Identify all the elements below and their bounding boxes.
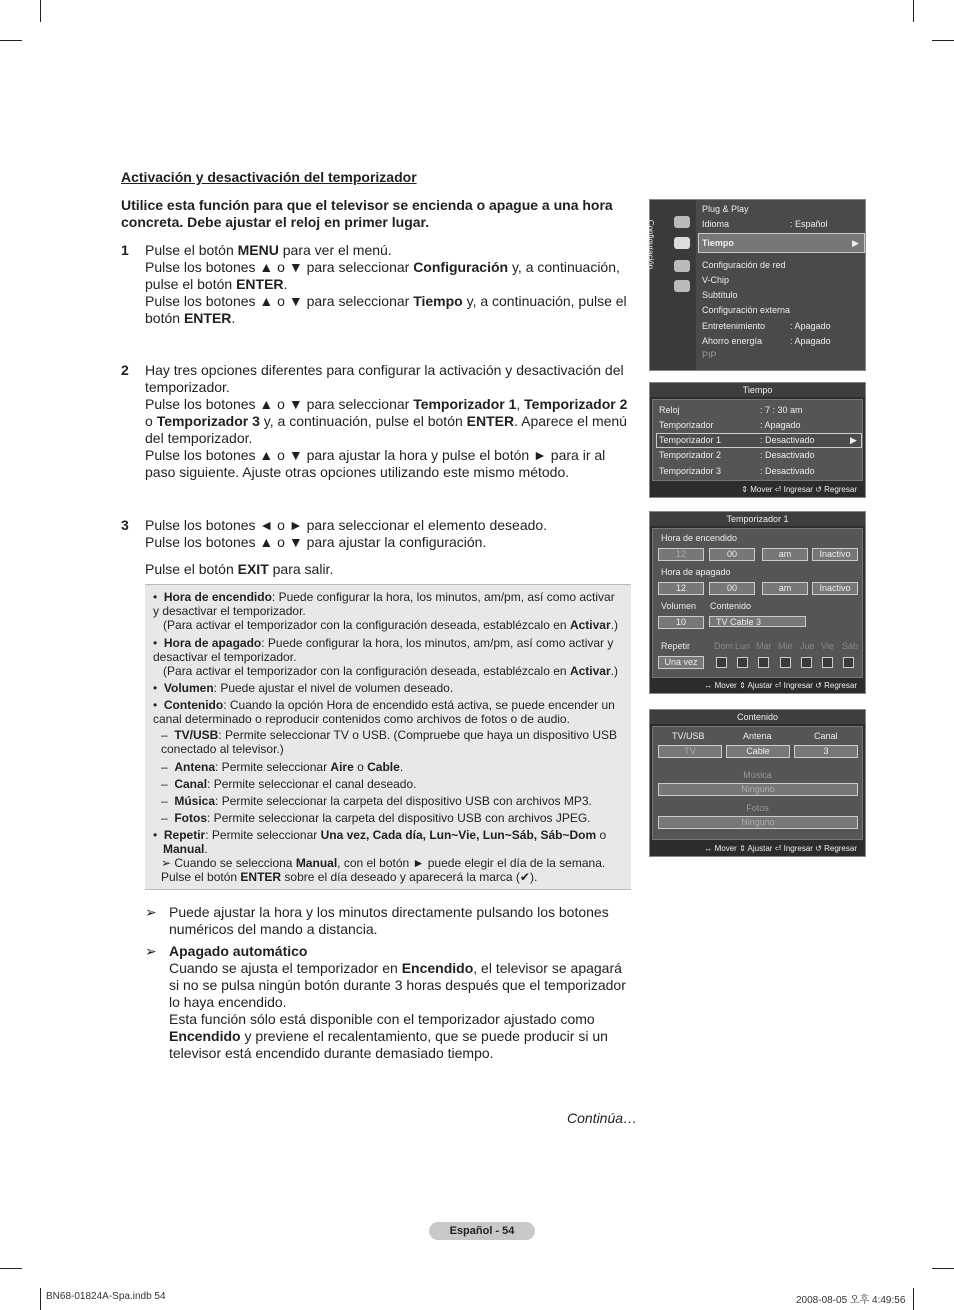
- day-checkbox[interactable]: [843, 657, 854, 668]
- row-value: : Desactivado: [760, 466, 815, 476]
- row-value: : Desactivado: [760, 435, 815, 445]
- day-checkbox[interactable]: [801, 657, 812, 668]
- continues-label: Continúa…: [567, 1110, 638, 1126]
- note-fotos: – Fotos: Permite seleccionar la carpeta del dispositivo USB con archivos JPEG.: [161, 811, 591, 825]
- on-hour-field[interactable]: 12: [658, 548, 704, 561]
- step-number: 2: [121, 362, 129, 378]
- note-contenido: • Contenido: Cuando la opción Hora de encendido está activa, se puede encender un canal determinado o reproducir contenidos como archivos de fotos o de audio.: [153, 698, 615, 726]
- day-label: Lun: [735, 641, 751, 651]
- day-label: Dom: [714, 641, 734, 651]
- arrow-right-icon: ▶: [852, 238, 859, 248]
- footer-file: BN68-01824A-Spa.indb 54: [46, 1291, 166, 1302]
- day-checkbox[interactable]: [758, 657, 769, 668]
- osd-temporizador-1: [649, 511, 866, 694]
- row-label[interactable]: Reloj: [659, 405, 680, 415]
- note-antena: – Antena: Permite seleccionar Aire o Cable.: [161, 760, 404, 774]
- menu-item[interactable]: Configuración externa: [702, 305, 791, 315]
- volume-label: Volumen: [661, 601, 697, 611]
- on-minute-field[interactable]: 00: [709, 548, 755, 561]
- on-activate-field[interactable]: Inactivo: [812, 548, 858, 561]
- row-label[interactable]: Temporizador: [659, 420, 714, 430]
- crop-mark: [913, 1288, 914, 1310]
- picture-icon: [674, 216, 690, 228]
- menu-value: : Español: [790, 219, 828, 229]
- menu-item[interactable]: PIP: [702, 350, 717, 360]
- note-musica: – Música: Permite seleccionar la carpeta del dispositivo USB con archivos MP3.: [161, 794, 592, 808]
- music-field[interactable]: Ninguno: [658, 783, 858, 796]
- menu-value: : Apagado: [790, 336, 831, 346]
- menu-item[interactable]: Configuración de red: [702, 260, 786, 270]
- day-checkbox[interactable]: [716, 657, 727, 668]
- column-label: Canal: [814, 731, 838, 741]
- menu-item[interactable]: Entretenimiento: [702, 321, 766, 331]
- off-activate-field[interactable]: Inactivo: [812, 582, 858, 595]
- tip-text: Puede ajustar la hora y los minutos directamente pulsando los botones numéricos del mando a distancia.: [169, 904, 609, 937]
- menu-item[interactable]: Subtítulo: [702, 290, 738, 300]
- off-time-label: Hora de apagado: [661, 567, 731, 577]
- tvusb-field[interactable]: TV: [658, 745, 722, 758]
- row-label[interactable]: Temporizador 1: [659, 435, 722, 445]
- day-label: Mié: [778, 641, 793, 651]
- day-label: Jue: [800, 641, 815, 651]
- row-label[interactable]: Temporizador 3: [659, 466, 722, 476]
- volume-field[interactable]: 10: [658, 616, 704, 629]
- arrow-icon: ➢: [145, 904, 157, 920]
- repeat-label: Repetir: [661, 641, 691, 651]
- side-label: Configuración: [646, 219, 656, 270]
- on-ampm-field[interactable]: am: [762, 548, 808, 561]
- osd-help-bar: ↔ Mover ⇕ Ajustar ⏎ Ingresar ↺ Regresar: [704, 844, 857, 853]
- channel-field[interactable]: 3: [794, 745, 858, 758]
- crop-mark: [40, 0, 41, 22]
- music-label: Música: [743, 770, 772, 780]
- osd-contenido: [649, 709, 866, 857]
- photos-label: Fotos: [746, 803, 769, 813]
- footer-date: 2008-08-05 오후 4:49:56: [796, 1295, 906, 1306]
- step-1: [121, 242, 633, 327]
- step-number: 3: [121, 517, 129, 533]
- arrow-icon: ➢: [145, 943, 157, 959]
- menu-item[interactable]: V-Chip: [702, 275, 730, 285]
- column-label: Antena: [743, 731, 772, 741]
- column-label: TV/USB: [672, 731, 705, 741]
- crop-mark: [0, 40, 22, 41]
- osd-tiempo: [649, 382, 866, 498]
- tip-text: Apagado automático Cuando se ajusta el temporizador en Encendido, el televisor se apagará si no se pulsa ningún botón durante 3 horas después que el temporizador lo haya encendido. Esta función sólo está disponible con el temporizador ajustado como Encendido y previene el recalentamiento, que se puede producir si un televisor está encendido durante demasiado tiempo.: [169, 943, 626, 1061]
- setup-gear-icon: [674, 237, 690, 249]
- osd-title: Contenido: [650, 710, 865, 724]
- row-value: : Apagado: [760, 420, 801, 430]
- osd-title: Tiempo: [650, 383, 865, 397]
- row-value: : Desactivado: [760, 450, 815, 460]
- note-volumen: • Volumen: Puede ajustar el nivel de volumen deseado.: [153, 681, 454, 695]
- crop-mark: [40, 1288, 41, 1310]
- menu-item[interactable]: Plug & Play: [702, 204, 749, 214]
- off-minute-field[interactable]: 00: [709, 582, 755, 595]
- day-checkbox[interactable]: [737, 657, 748, 668]
- menu-item-selected[interactable]: Tiempo: [702, 238, 734, 248]
- day-label: Vie: [821, 641, 834, 651]
- day-checkbox[interactable]: [780, 657, 791, 668]
- off-ampm-field[interactable]: am: [762, 582, 808, 595]
- note-canal: – Canal: Permite seleccionar el canal deseado.: [161, 777, 417, 791]
- content-label: Contenido: [710, 601, 752, 611]
- crop-mark: [0, 1268, 22, 1269]
- menu-value: : Apagado: [790, 321, 831, 331]
- step-2: [121, 362, 633, 481]
- note-tvusb: – TV/USB: Permite seleccionar TV o USB. (Compruebe que haya un dispositivo USB conectado al televisor.): [161, 728, 617, 756]
- antenna-field[interactable]: Cable: [726, 745, 790, 758]
- note-hora-apagado: • Hora de apagado: Puede configurar la hora, los minutos, am/pm, así como activar y desactivar el temporizador. (Para activar el temporizador con la configuración deseada, establézcalo en Activar.): [153, 636, 618, 678]
- crop-mark: [913, 0, 914, 22]
- note-repetir: • Repetir: Permite seleccionar Una vez, Cada día, Lun~Vie, Lun~Sáb, Sáb~Dom o Manual.: [153, 828, 607, 856]
- day-checkbox[interactable]: [822, 657, 833, 668]
- off-hour-field[interactable]: 12: [658, 582, 704, 595]
- page-number: Español - 54: [429, 1222, 535, 1240]
- intro-text: Utilice esta función para que el televisor se encienda o apague a una hora concreta. Debe ajustar el reloj en primer lugar.: [121, 197, 613, 230]
- photos-field[interactable]: Ninguno: [658, 816, 858, 829]
- step-text: Hay tres opciones diferentes para configurar la activación y desactivación del temporizador. Pulse los botones ▲ o ▼ para seleccionar Temporizador 1, Temporizador 2 o Temporizador 3 y, a continuación, pulse el botón ENTER. Aparece el menú del temporizador. Pulse los botones ▲ o ▼ para ajustar la hora y pulse el botón ► para ir al paso siguiente. Ajuste otras opciones utilizando este mismo método.: [145, 362, 628, 480]
- day-label: Sáb: [842, 641, 859, 651]
- row-label[interactable]: Temporizador 2: [659, 450, 722, 460]
- day-label: Mar: [756, 641, 772, 651]
- osd-help-bar: ⇕ Mover ⏎ Ingresar ↺ Regresar: [741, 485, 857, 494]
- tip-auto-off: [145, 943, 633, 1062]
- step-3: [121, 517, 633, 578]
- crop-mark: [932, 40, 954, 41]
- on-time-label: Hora de encendido: [661, 533, 738, 543]
- tip-numeric: [145, 904, 633, 938]
- osd-help-bar: ↔ Mover ⇕ Ajustar ⏎ Ingresar ↺ Regresar: [704, 681, 857, 690]
- step-number: 1: [121, 242, 129, 258]
- arrow-right-icon: ▶: [850, 435, 857, 445]
- menu-item[interactable]: Ahorro energía: [702, 336, 763, 346]
- content-field[interactable]: TV Cable 3: [709, 616, 806, 627]
- row-value: : 7 : 30 am: [760, 405, 803, 415]
- crop-mark: [932, 1268, 954, 1269]
- step-text: Pulse el botón MENU para ver el menú. Pulse los botones ▲ o ▼ para seleccionar Configuración y, a continuación, pulse el botón ENTER. Pulse los botones ▲ o ▼ para seleccionar Tiempo y, a continuación, pulse el botón ENTER.: [145, 242, 627, 326]
- menu-item[interactable]: Idioma: [702, 219, 730, 229]
- notes-box: [145, 584, 631, 890]
- step-text: Pulse los botones ◄ o ► para seleccionar el elemento deseado. Pulse los botones ▲ o ▼ para ajustar la configuración. Pulse el botón EXIT para salir.: [145, 517, 548, 577]
- osd-config-menu: [646, 199, 866, 371]
- section-title: Activación y desactivación del temporizador: [121, 169, 417, 185]
- input-icon: [674, 260, 690, 272]
- application-icon: [674, 280, 690, 292]
- repeat-field[interactable]: Una vez: [658, 656, 704, 669]
- osd-title: Temporizador 1: [650, 512, 865, 526]
- note-hora-encendido: • Hora de encendido: Puede configurar la hora, los minutos, am/pm, así como activar y desactivar el temporizador. (Para activar el temporizador con la configuración deseada, establézcalo en Activar.): [153, 590, 618, 632]
- note-manual: ➢ Cuando se selecciona Manual, con el botón ► puede elegir el día de la semana. Pulse el botón ENTER sobre el día deseado y aparecerá la marca (✔).: [161, 856, 606, 884]
